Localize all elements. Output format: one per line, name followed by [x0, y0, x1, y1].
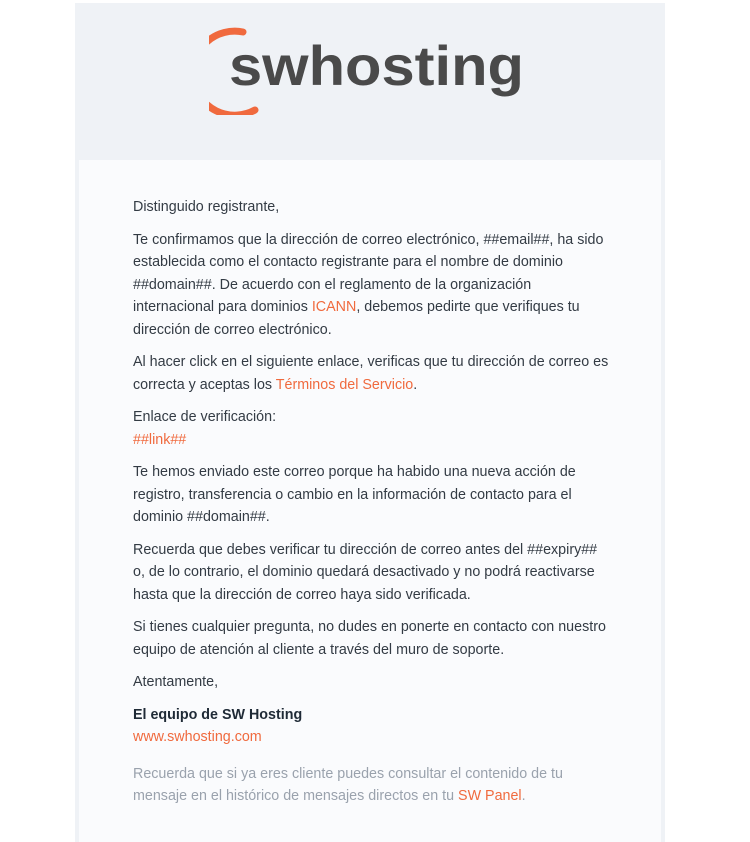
website-block [133, 726, 611, 749]
website-link[interactable]: www.swhosting.com [133, 729, 262, 745]
signature: El equipo de SW Hosting [133, 706, 303, 723]
email-body [133, 196, 611, 818]
terms-of-service-link[interactable]: Términos del Servicio [275, 376, 414, 393]
greeting: Distinguido registrante, [133, 199, 280, 215]
email-header [75, 3, 665, 159]
footer-note [133, 763, 611, 808]
verification-link[interactable]: ##link## [133, 431, 187, 448]
icann-link[interactable]: ICANN [311, 299, 357, 315]
paragraph-terms-text-2: . [413, 376, 418, 393]
paragraph-confirmation [133, 229, 611, 342]
swhosting-logo[interactable] [209, 25, 529, 115]
paragraph-support: Si tienes cualquier pregunta, no dudes en ponerte en contacto con nuestro equipo de atención al cliente a través del muro de soporte. [133, 619, 606, 658]
email-card [79, 160, 661, 842]
logo-text: swhosting [229, 34, 524, 97]
footer-note-text-1: Recuerda que si ya eres cliente puedes consultar el contenido de tu mensaje en el histórico de mensajes directos en tu [133, 765, 563, 804]
paragraph-expiry: Recuerda que debes verificar tu dirección de correo antes del ##expiry## o, de lo contrario, el dominio quedará desactivado y no podrá reactivarse hasta que la dirección de correo haya sido verificada. [133, 541, 598, 603]
email-container [75, 3, 665, 842]
verification-block [133, 406, 611, 451]
sw-panel-link[interactable]: SW Panel [458, 788, 522, 804]
paragraph-terms [133, 351, 611, 396]
paragraph-reason: Te hemos enviado este correo porque ha habido una nueva acción de registro, transferencia o cambio en la información de contacto para el dominio ##domain##. [133, 464, 576, 525]
verification-label: Enlace de verificación: [133, 409, 277, 425]
paragraph-confirmation-text-1: Te confirmamos que la dirección de correo electrónico, ##email##, ha sido establecida como el contacto registrante para el nombre de dominio ##domain##. De acuerdo con el reglamento de la organización internacional para dominios [133, 231, 604, 315]
closing: Atentamente, [133, 674, 219, 690]
footer-note-text-2: . [521, 788, 526, 804]
paragraph-terms-text-1: Al hacer click en el siguiente enlace, verificas que tu dirección de correo es correcta y aceptas los [133, 354, 609, 393]
paragraph-confirmation-text-2: , debemos pedirte que verifiques tu dirección de correo electrónico. [133, 299, 580, 338]
